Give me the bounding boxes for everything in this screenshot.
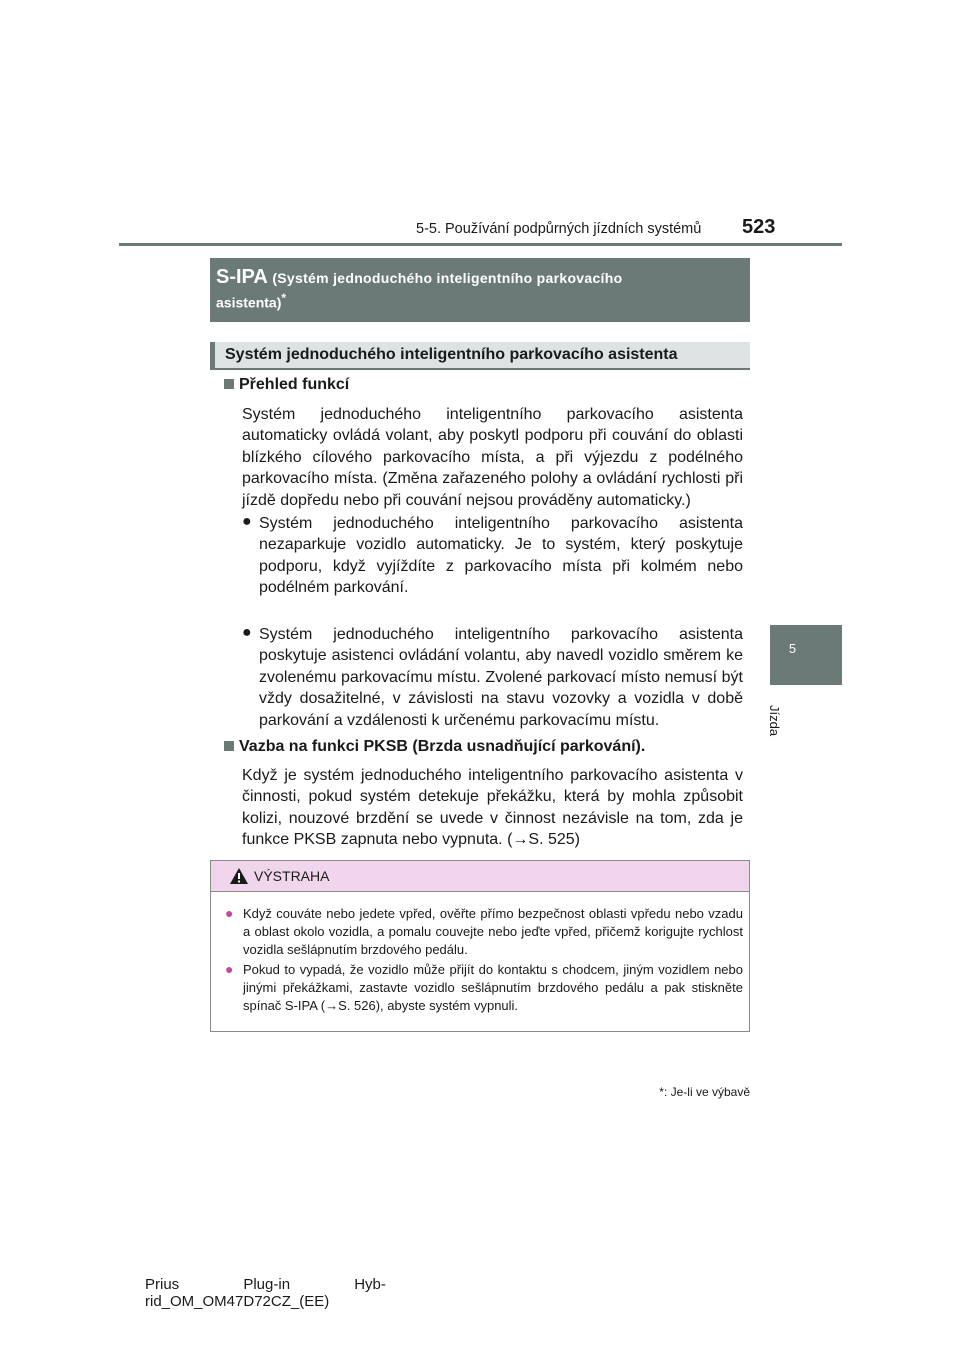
bullet-paragraph: Systém jednoduchého inteligentního parkovacího asistenta nezaparkuje vozidlo automaticky. Je to systém, který poskytuje podporu, když vyjíždíte z parkovacího místa při kolmém nebo podélném parkování.	[259, 515, 743, 597]
warning-title: VÝSTRAHA	[254, 868, 330, 884]
page-number: 523	[742, 216, 776, 238]
chapter-label: Jízda	[767, 705, 782, 737]
warning-triangle-icon	[229, 867, 249, 885]
section-paragraph: Systém jednoduchého inteligentního parkovacího asistenta automaticky ovládá volant, aby poskytl podporu při couvání do oblasti blízkého cílového parkovacího místa, a při výjezdu z podélného parkovacího místa. (Změna zařazeného polohy a ovládání rychlosti při jízdě dopředu nebo při couvání nejsou prováděny automaticky.)	[242, 406, 743, 509]
round-bullet-icon: ●	[242, 513, 252, 530]
header-rule	[119, 243, 842, 246]
title-footnote-mark: *	[281, 291, 287, 305]
footnote: *: Je-li ve výbavě	[659, 1085, 750, 1099]
section-paragraph: Když je systém jednoduchého inteligentního parkovacího asistenta v činnosti, pokud systém detekuje překážku, která by mohla způsobit kolizi, nouzové brzdění se uvede v činnost nezávisle na tom, zda je funkce PKSB zapnuta nebo vypnuta. (→S. 525)	[242, 767, 743, 849]
subheading: Systém jednoduchého inteligentního parkovacího asistenta	[210, 342, 750, 370]
round-bullet-icon: ●	[242, 624, 252, 641]
square-bullet-icon	[224, 379, 234, 389]
warning-box	[210, 860, 750, 1032]
bullet-paragraph: Systém jednoduchého inteligentního parkovacího asistenta poskytuje asistenci ovládání volantu, aby navedl vozidlo směrem ke zvolenému parkovacímu místu. Zvolené parkovací místo nemusí být vždy dosažitelné, v závislosti na stavu vozovky a vozidla v době parkování a vzdálenosti k určenému parkovacímu místu.	[259, 626, 743, 729]
title-sub-line2: asistenta)	[216, 294, 282, 311]
warning-bullet-icon: ●	[225, 905, 234, 921]
title-main: S-IPA	[216, 266, 268, 288]
chapter-number: 5	[788, 641, 797, 656]
warning-item: Když couváte nebo jedete vpřed, ověřte přímo bezpečnost oblasti vpředu nebo vzadu a oblast okolo vozidla, a pomalu couvejte nebo jeďte vpřed, přičemž korigujte rychlost vozidla sešlápnutím brzdového pedálu.	[243, 906, 743, 957]
section-heading: Přehled funkcí	[224, 376, 349, 394]
square-bullet-icon	[224, 741, 234, 751]
section-heading: Vazba na funkci PKSB (Brzda usnadňující parkování).	[224, 738, 645, 756]
section-title: 5-5. Používání podpůrných jízdních systémů	[416, 221, 702, 237]
warning-header	[211, 861, 749, 892]
model-id: Prius Plug-in Hyb- rid_OM_OM47D72CZ_(EE)	[145, 1276, 386, 1310]
title-sub-line1: (Systém jednoduchého inteligentního parkovacího	[272, 270, 623, 286]
warning-item: Pokud to vypadá, že vozidlo může přijít do kontaktu s chodcem, jiným vozidlem nebo jinými překážkami, zastavte vozidlo sešlápnutím brzdového pedálu a pak stiskněte spínač S-IPA (→S. 526), abyste systém vypnuli.	[243, 962, 743, 1013]
title-band	[210, 258, 750, 322]
warning-bullet-icon: ●	[225, 961, 234, 977]
